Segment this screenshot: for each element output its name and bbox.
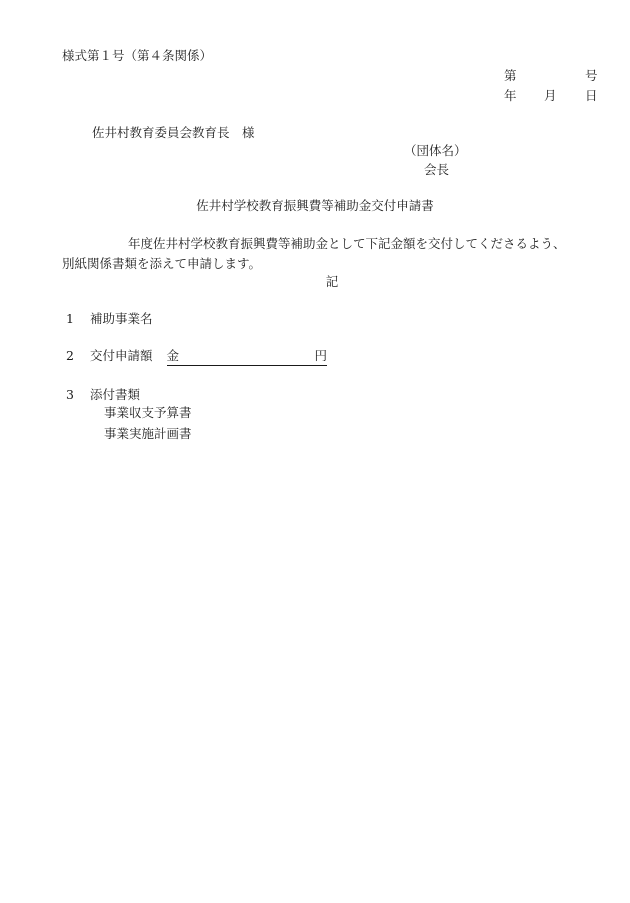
number-prefix: 第 <box>504 68 517 83</box>
item-application-amount <box>66 350 327 366</box>
item-number: 2 <box>66 348 74 363</box>
item-number: 3 <box>66 387 74 402</box>
item-attachments <box>66 389 140 402</box>
applicant-group-name: （団体名） <box>404 143 467 158</box>
amount-field <box>167 350 328 366</box>
ki-heading: 記 <box>325 274 339 289</box>
document-title: 佐井村学校教育振興費等補助金交付申請書 <box>196 198 434 213</box>
number-suffix: 号 <box>585 68 598 83</box>
form-label: 様式第１号（第４条関係） <box>62 48 213 63</box>
item-number: 1 <box>66 311 74 326</box>
item-label: 補助事業名 <box>90 311 153 326</box>
date-month: 月 <box>544 88 557 103</box>
body-text-line-1: 年度佐井村学校教育振興費等補助金として下記金額を交付してくださるよう、 <box>128 236 566 251</box>
body-text-line-2: 別紙関係書類を添えて申請します。 <box>62 256 262 271</box>
date-day: 日 <box>585 88 598 103</box>
item-project-name <box>66 313 153 326</box>
attachment-item: 事業収支予算書 <box>104 405 192 420</box>
amount-suffix: 円 <box>314 348 328 363</box>
item-label: 交付申請額 <box>90 348 153 363</box>
date-year: 年 <box>504 88 517 103</box>
addressee: 佐井村教育委員会教育長 様 <box>92 125 255 140</box>
item-label: 添付書類 <box>90 387 141 402</box>
applicant-chair: 会長 <box>424 162 450 177</box>
amount-prefix: 金 <box>166 348 180 363</box>
attachment-item: 事業実施計画書 <box>104 426 192 441</box>
